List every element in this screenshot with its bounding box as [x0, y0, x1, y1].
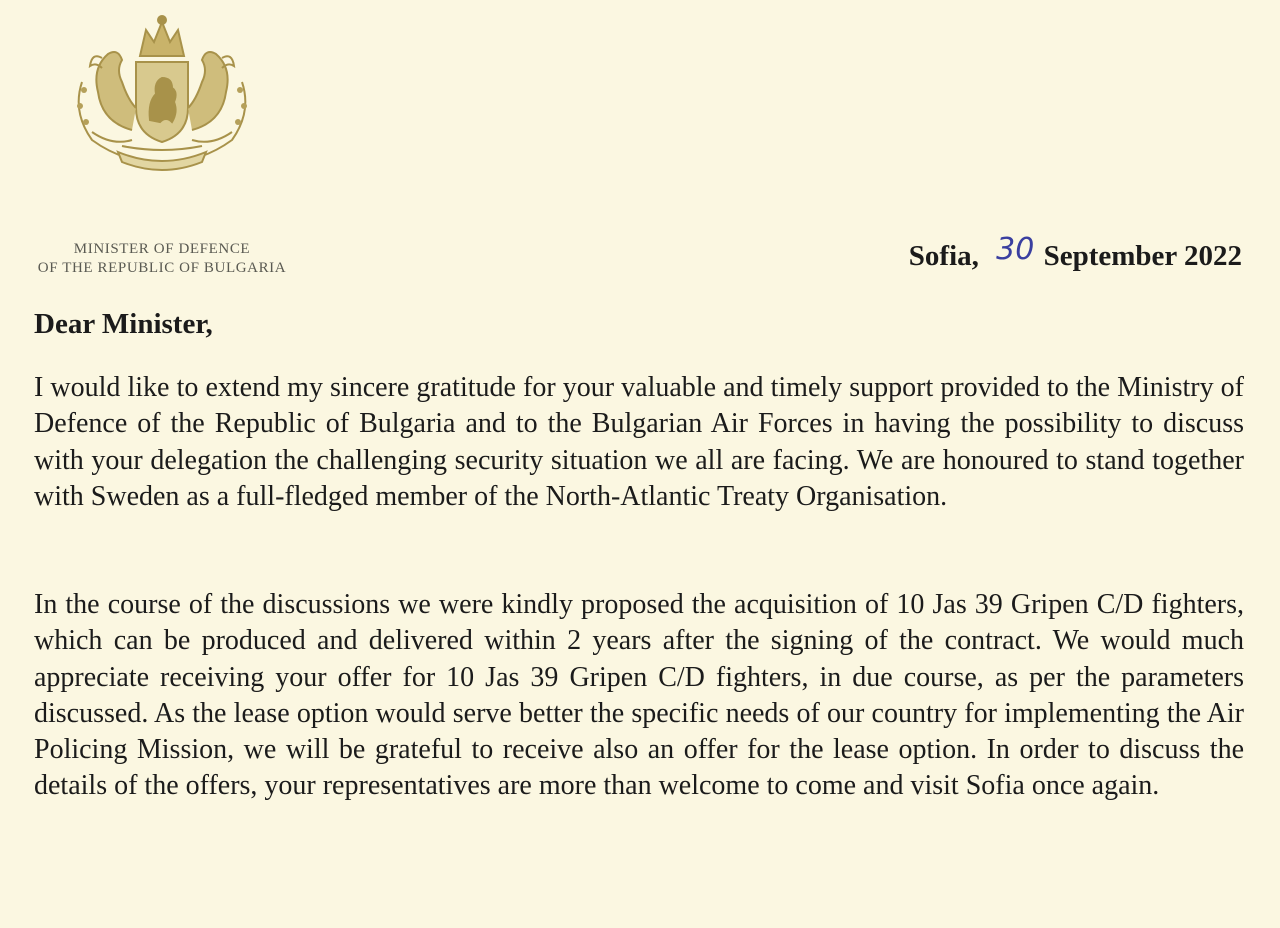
dateline	[908, 232, 1242, 273]
date-month-year: September 2022	[1043, 240, 1242, 272]
body-paragraph-2: In the course of the discussions we were kindly proposed the acquisition of 10 Jas 39 Gripen C/D fighters, which can be produced and delivered within 2 years after the signing of the contract. We would much appreciate receiving your offer for 10 Jas 39 Gripen C/D fighters, in due course, as per the parameters discussed. As the lease option would serve better the specific needs of our country for implementing the Air Policing Mission, we will be grateful to receive also an offer for the lease option. In order to discuss the details of the offers, your representatives are more than welcome to come and visit Sofia once again.	[34, 589, 1244, 802]
body-paragraph-1: I would like to extend my sincere gratitude for your valuable and timely support provided to the Ministry of Defence of the Republic of Bulgaria and to the Bulgarian Air Forces in having the possibility to discuss with your delegation the challenging security situation we all are facing. We are honoured to stand together with Sweden as a full-fledged member of the North-Atlantic Treaty Organisation.	[34, 372, 1244, 512]
date-place: Sofia,	[908, 240, 979, 272]
ministry-line-1: MINISTER OF DEFENCE	[73, 241, 251, 257]
salutation: Dear Minister,	[34, 308, 213, 340]
ministry-letterhead	[12, 240, 312, 278]
ministry-line-2: OF THE REPUBLIC OF BULGARIA	[37, 260, 287, 276]
date-day-handwritten: 30	[996, 232, 1035, 267]
coat-of-arms-icon	[62, 12, 262, 174]
